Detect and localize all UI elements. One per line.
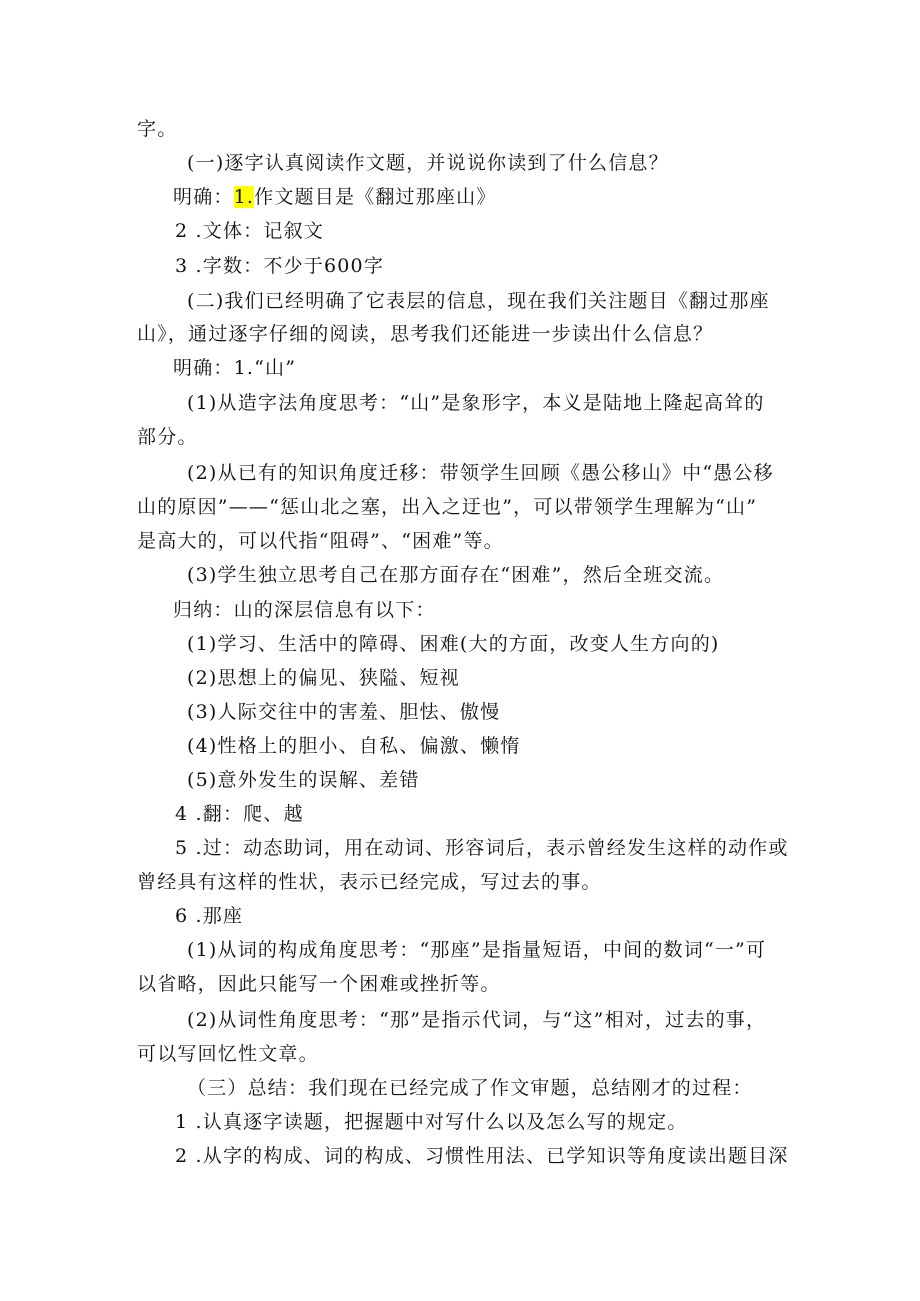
text-line	[173, 184, 497, 210]
label-text: 明确：	[173, 186, 234, 208]
text-line: 明确：1.“山”	[173, 357, 297, 379]
text-line: (2)从已有的知识角度迁移：带领学生回顾《愚公移山》中“愚公移	[187, 462, 774, 484]
section-heading: (二)我们已经明确了它表层的信息，现在我们关注题目《翻过那座	[187, 290, 770, 312]
list-item: (1)学习、生活中的障碍、困难(大的方面，改变人生方向的)	[187, 633, 720, 655]
text-line: 山》，通过逐字仔细的阅读，思考我们还能进一步读出什么信息？	[137, 323, 714, 345]
text-line: 以省略，因此只能写一个困难或挫折等。	[137, 973, 501, 995]
text-span: 作文题目是《翻过那座山》	[254, 186, 497, 208]
list-item: (2)思想上的偏见、狭隘、短视	[187, 667, 460, 689]
text-line: 2 .文体：记叙文	[175, 220, 324, 242]
text-line: 6 .那座	[175, 905, 244, 927]
text-line: (1)从词的构成角度思考：“那座”是指量短语，中间的数词“一”可	[187, 939, 767, 961]
text-line: 5 .过：动态助词，用在动词、形容词后，表示曾经发生这样的动作或	[175, 837, 789, 859]
text-line: 归纳：山的深层信息有以下：	[173, 599, 436, 621]
text-line: 部分。	[137, 426, 198, 448]
text-line: 字。	[137, 118, 178, 140]
text-line: (1)从造字法角度思考：“山”是象形字，本义是陆地上隆起高耸的	[187, 392, 765, 414]
text-line: (2)从词性角度思考：“那”是指示代词，与“这”相对，过去的事，	[187, 1009, 767, 1031]
list-item: (5)意外发生的误解、差错	[187, 769, 420, 791]
text-line: 山的原因”——“惩山北之塞，出入之迂也”，可以带领学生理解为“山”	[137, 496, 758, 518]
text-line: 是高大的，可以代指“阻碍”、“困难”等。	[137, 530, 504, 552]
list-item: (4)性格上的胆小、自私、偏激、懒惰	[187, 735, 521, 757]
text-line: 可以写回忆性文章。	[137, 1043, 319, 1065]
highlighted-number: 1.	[233, 186, 255, 208]
text-line: 3 .字数：不少于600字	[175, 255, 385, 277]
text-line: 曾经具有这样的性状，表示已经完成，写过去的事。	[137, 871, 602, 893]
text-line: 1 .认真逐字读题，把握题中对写什么以及怎么写的规定。	[175, 1111, 688, 1133]
text-line: 2 .从字的构成、词的构成、习惯性用法、已学知识等角度读出题目深	[175, 1145, 789, 1167]
section-heading: （三）总结：我们现在已经完成了作文审题，总结刚才的过程：	[187, 1077, 753, 1099]
text-line: (3)学生独立思考自己在那方面存在“困难”，然后全班交流。	[187, 564, 725, 586]
section-heading: (一)逐字认真阅读作文题，并说说你读到了什么信息？	[187, 152, 669, 174]
text-line: 4 .翻：爬、越	[175, 803, 304, 825]
list-item: (3)人际交往中的害羞、胆怯、傲慢	[187, 701, 501, 723]
